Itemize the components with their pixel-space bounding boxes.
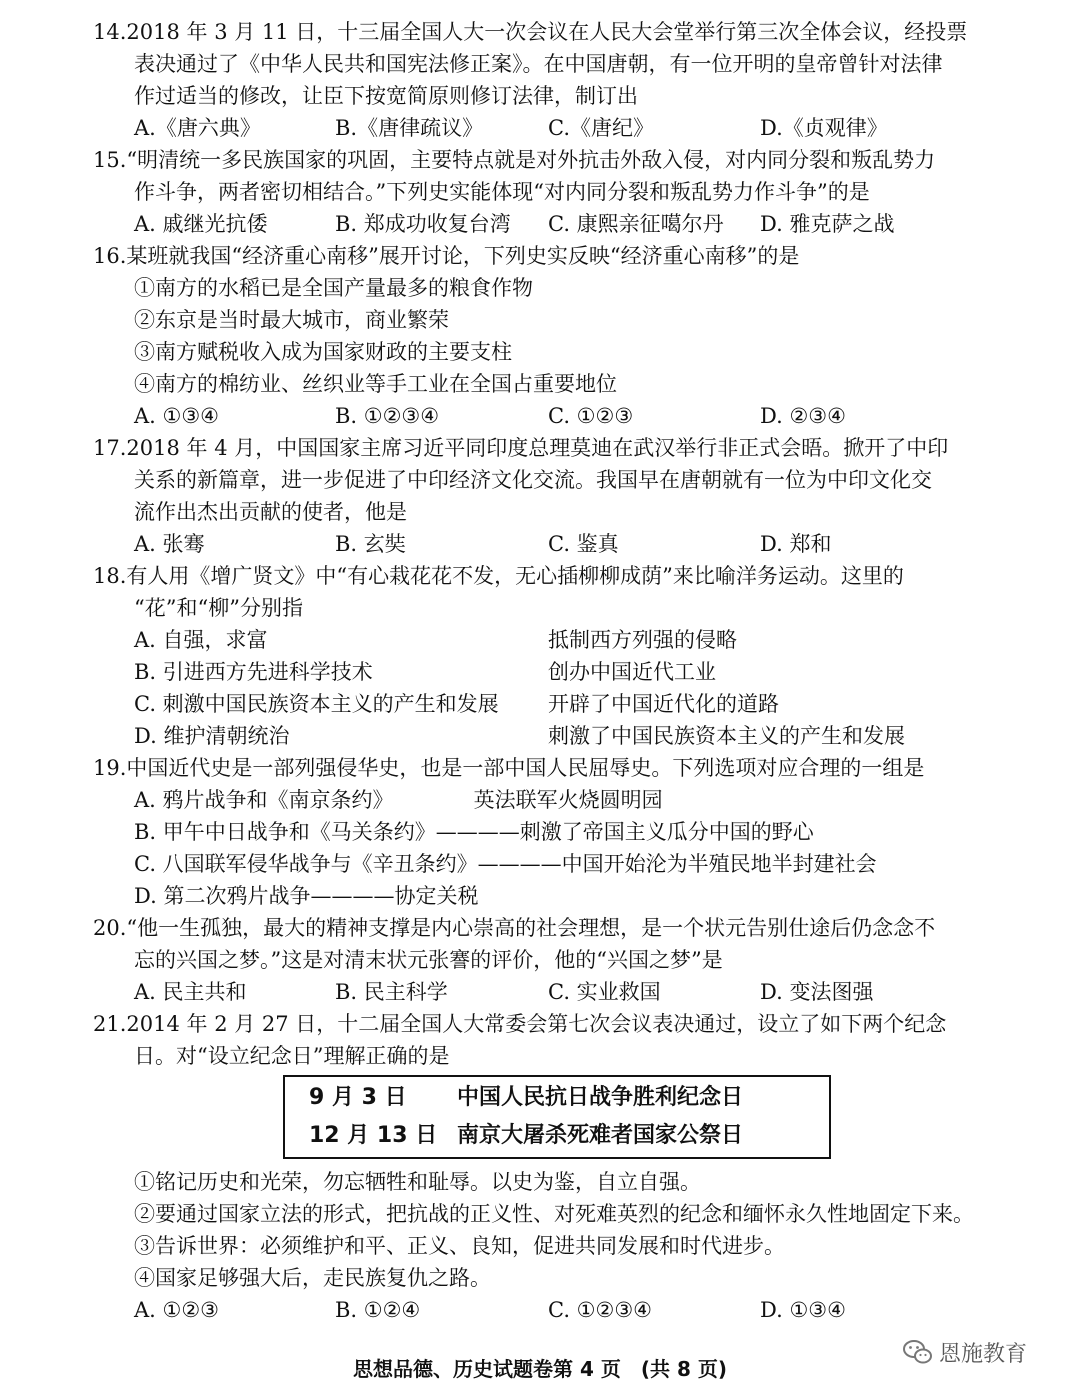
question-18-option-c-flower: C. 刺激中国民族资本主义的产生和发展 [134,692,499,716]
question-15-option-c: C. 康熙亲征噶尔丹 [548,212,724,236]
question-16-item-4: ④南方的棉纺业、丝织业等手工业在全国占重要地位 [134,372,617,396]
question-19-option-d: D. 第二次鸦片战争————协定关税 [134,884,479,908]
question-16-line-1: 16.某班就我国“经济重心南移”展开讨论，下列史实反映“经济重心南移”的是 [93,244,800,268]
question-16-item-1: ①南方的水稻已是全国产量最多的粮食作物 [134,276,533,300]
question-14-line-2: 表决通过了《中华人民共和国宪法修正案》。在中国唐朝，有一位开明的皇帝曾针对法律 [134,52,943,76]
memorial-day-2-date: 12 月 13 日 [309,1123,438,1148]
question-21-item-1: ①铭记历史和光荣，勿忘牺牲和耻辱。以史为鉴，自立自强。 [134,1170,701,1194]
question-19-option-b: B. 甲午中日战争和《马关条约》————刺激了帝国主义瓜分中国的野心 [134,820,814,844]
question-17-option-a: A. 张骞 [134,532,205,556]
question-18-line-2: “花”和“柳”分别指 [134,596,303,620]
question-18-option-a-willow: 抵制西方列强的侵略 [548,628,737,652]
memorial-day-1-name: 中国人民抗日战争胜利纪念日 [457,1085,744,1110]
question-19-option-a: A. 鸦片战争和《南京条约》 英法联军火烧圆明园 [134,788,663,812]
question-19-line-1: 19.中国近代史是一部列强侵华史，也是一部中国人民屈辱史。下列选项对应合理的一组是 [93,756,925,780]
page-footer: 思想品德、历史试题卷第 4 页 (共 8 页) [353,1357,727,1381]
question-18-option-d-flower: D. 维护清朝统治 [134,724,290,748]
question-16-option-c: C. ①②③ [548,404,634,428]
question-21-item-3: ③告诉世界：必须维护和平、正义、良知，促进共同发展和时代进步。 [134,1234,785,1258]
question-21-option-c: C. ①②③④ [548,1298,652,1322]
question-21-option-d: D. ①③④ [760,1298,846,1322]
question-17-option-b: B. 玄奘 [335,532,406,556]
question-20-line-1: 20.“他一生孤独，最大的精神支撑是内心崇高的社会理想，是一个状元告别仕途后仍念念不 [93,916,936,940]
question-14-option-d: D.《贞观律》 [760,116,888,140]
question-18-option-d-willow: 刺激了中国民族资本主义的产生和发展 [548,724,905,748]
question-18-option-b-willow: 创办中国近代工业 [548,660,716,684]
memorial-days-box [283,1075,831,1159]
question-17-option-d: D. 郑和 [760,532,832,556]
question-16-option-a: A. ①③④ [134,404,219,428]
question-16-item-3: ③南方赋税收入成为国家财政的主要支柱 [134,340,512,364]
question-20-option-b: B. 民主科学 [335,980,448,1004]
question-18-option-c-willow: 开辟了中国近代化的道路 [548,692,779,716]
question-20-option-d: D. 变法图强 [760,980,874,1004]
question-14-option-b: B.《唐律疏议》 [335,116,484,140]
question-21-option-a: A. ①②③ [134,1298,219,1322]
memorial-day-1-date: 9 月 3 日 [309,1085,407,1110]
question-17-option-c: C. 鉴真 [548,532,619,556]
question-20-option-c: C. 实业救国 [548,980,661,1004]
question-21-line-1: 21.2014 年 2 月 27 日，十二届全国人大常委会第七次会议表决通过，设立了如下两个纪念 [93,1012,947,1036]
question-15-line-2: 作斗争，两者密切相结合。”下列史实能体现“对内同分裂和叛乱势力作斗争”的是 [134,180,870,204]
question-18-option-b-flower: B. 引进西方先进科学技术 [134,660,373,684]
question-17-line-1: 17.2018 年 4 月，中国国家主席习近平同印度总理莫迪在武汉举行非正式会晤。掀开了中印 [93,436,949,460]
question-14-line-1: 14.2018 年 3 月 11 日，十三届全国人大一次会议在人民大会堂举行第三次全体会议，经投票 [93,20,968,44]
question-15-line-1: 15.“明清统一多民族国家的巩固，主要特点就是对外抗击外敌入侵，对内同分裂和叛乱势力 [93,148,936,172]
question-17-line-3: 流作出杰出贡献的使者，他是 [134,500,407,524]
question-21-option-b: B. ①②④ [335,1298,421,1322]
memorial-day-2-name: 南京大屠杀死难者国家公祭日 [457,1123,744,1148]
question-18-option-a-flower: A. 自强，求富 [134,628,268,652]
question-20-option-a: A. 民主共和 [134,980,247,1004]
question-19-option-c: C. 八国联军侵华战争与《辛丑条约》————中国开始沦为半殖民地半封建社会 [134,852,877,876]
question-16-item-2: ②东京是当时最大城市，商业繁荣 [134,308,449,332]
question-14-option-a: A.《唐六典》 [134,116,261,140]
question-16-option-d: D. ②③④ [760,404,846,428]
question-15-option-b: B. 郑成功收复台湾 [335,212,511,236]
question-17-line-2: 关系的新篇章，进一步促进了中印经济文化交流。我国早在唐朝就有一位为中印文化交 [134,468,932,492]
question-16-option-b: B. ①②③④ [335,404,440,428]
question-21-item-2: ②要通过国家立法的形式，把抗战的正义性、对死难英烈的纪念和缅怀永久性地固定下来。 [134,1202,974,1226]
question-21-item-4: ④国家足够强大后，走民族复仇之路。 [134,1266,491,1290]
question-20-line-2: 忘的兴国之梦。”这是对清末状元张謇的评价，他的“兴国之梦”是 [134,948,723,972]
question-14-line-3: 作过适当的修改，让臣下按宽简原则修订法律，制订出 [134,84,638,108]
question-15-option-a: A. 戚继光抗倭 [134,212,268,236]
question-15-option-d: D. 雅克萨之战 [760,212,895,236]
watermark-text: 恩施教育 [939,1341,1028,1367]
question-14-option-c: C.《唐纪》 [548,116,654,140]
question-18-line-1: 18.有人用《增广贤文》中“有心栽花花不发，无心插柳柳成荫”来比喻洋务运动。这里的 [93,564,904,588]
question-21-line-2: 日。对“设立纪念日”理解正确的是 [134,1044,450,1068]
